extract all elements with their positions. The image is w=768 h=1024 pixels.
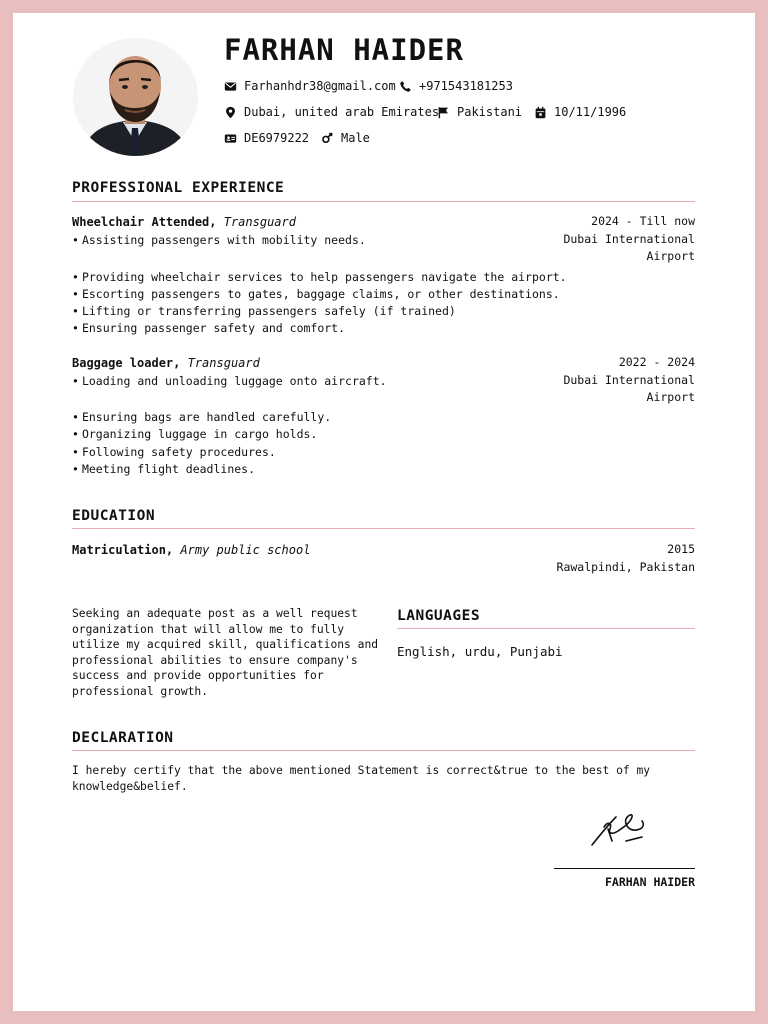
education-school: Army public school xyxy=(180,543,311,557)
job-place-2a: Dubai International xyxy=(563,372,695,387)
objective-line: utilize my acquired skill, qualifications and xyxy=(72,638,379,651)
resume-page xyxy=(13,13,755,1011)
id-contact xyxy=(224,131,309,145)
education-place: Rawalpindi, Pakistan xyxy=(556,559,695,574)
job-2-bullet: • Following safety procedures. xyxy=(72,445,276,459)
objective-text xyxy=(72,606,392,699)
education-title xyxy=(72,543,310,557)
phone-icon xyxy=(399,80,412,93)
declaration-line: knowledge&belief. xyxy=(72,779,188,793)
languages-divider xyxy=(397,628,695,629)
languages-text: English, urdu, Punjabi xyxy=(397,644,563,659)
signature-name: FARHAN HAIDER xyxy=(604,875,695,889)
objective-line: organization that will allow me to fully xyxy=(72,622,345,636)
dob-contact xyxy=(534,105,626,119)
job-meta-2 xyxy=(563,354,695,407)
education-divider xyxy=(72,528,695,529)
location-contact xyxy=(224,105,439,119)
education-meta xyxy=(557,541,695,576)
education-degree: Matriculation, xyxy=(72,543,174,557)
job-place-1b: Airport xyxy=(646,249,695,263)
job-1-bullet: • Providing wheelchair services to help passengers navigate the airport. xyxy=(72,270,567,284)
phone-contact[interactable] xyxy=(399,79,513,93)
job-title-1 xyxy=(72,215,296,229)
job-2-bullet: • Organizing luggage in cargo holds. xyxy=(72,427,317,441)
declaration-line: I hereby certify that the above mentioned Statement is correct&true to the best of my xyxy=(72,764,651,777)
nationality-text: Pakistani xyxy=(457,105,523,119)
job-company-2: Transguard xyxy=(187,356,260,370)
declaration-divider xyxy=(72,750,695,751)
declaration-heading: DECLARATION xyxy=(72,730,174,746)
job-1-bullet: • Escorting passengers to gates, baggage claims, or other destinations. xyxy=(72,287,560,301)
job-title-2 xyxy=(72,356,260,370)
declaration-text xyxy=(72,763,702,794)
job-role-2: Baggage loader, xyxy=(72,356,181,370)
job-company-1: Transguard xyxy=(223,215,296,229)
calendar-icon xyxy=(534,106,547,119)
job-2-bullet: • Loading and unloading luggage onto aircraft. xyxy=(72,374,387,388)
signature-line xyxy=(554,868,695,869)
education-year: 2015 xyxy=(667,542,695,556)
gender-contact xyxy=(321,131,370,145)
job-1-bullet: • Lifting or transferring passengers safely (if trained) xyxy=(72,304,456,318)
nationality-contact xyxy=(437,105,522,119)
location-text: Dubai, united arab Emirates xyxy=(244,105,440,119)
job-dates-1: 2024 - Till now xyxy=(591,214,695,228)
full-name: FARHAN HAIDER xyxy=(224,33,464,67)
experience-divider xyxy=(72,201,695,202)
gender-text: Male xyxy=(341,131,370,145)
education-heading: EDUCATION xyxy=(72,508,156,524)
job-place-1a: Dubai International xyxy=(563,231,695,246)
objective-line: success and provide opportunities for xyxy=(72,669,324,682)
job-1-bullet: • Ensuring passenger safety and comfort. xyxy=(72,321,345,335)
id-text: DE6979222 xyxy=(244,131,310,145)
phone-text: +971543181253 xyxy=(419,79,513,93)
profile-photo xyxy=(73,38,198,156)
dob-text: 10/11/1996 xyxy=(554,105,627,119)
map-pin-icon xyxy=(224,106,237,119)
objective-line: Seeking an adequate post as a well request xyxy=(72,607,358,620)
job-meta-1 xyxy=(563,213,695,266)
objective-line: professional abilities to ensure company's xyxy=(72,653,358,667)
languages-heading: LANGUAGES xyxy=(397,608,481,624)
job-role-1: Wheelchair Attended, xyxy=(72,215,217,229)
objective-line: professional growth. xyxy=(72,684,209,698)
email-text: Farhanhdr38@gmail.com xyxy=(244,79,396,93)
job-dates-2: 2022 - 2024 xyxy=(618,355,695,369)
experience-heading: PROFESSIONAL EXPERIENCE xyxy=(72,180,285,196)
job-1-bullet: • Assisting passengers with mobility needs. xyxy=(72,233,366,247)
email-contact[interactable] xyxy=(224,79,396,93)
id-card-icon xyxy=(224,132,237,145)
job-2-bullet: • Meeting flight deadlines. xyxy=(72,462,255,476)
job-place-2b: Airport xyxy=(646,390,695,404)
signature-image xyxy=(586,803,650,855)
flag-icon xyxy=(437,106,450,119)
email-icon xyxy=(224,80,237,93)
job-2-bullet: • Ensuring bags are handled carefully. xyxy=(72,410,331,424)
gender-icon xyxy=(321,132,334,145)
